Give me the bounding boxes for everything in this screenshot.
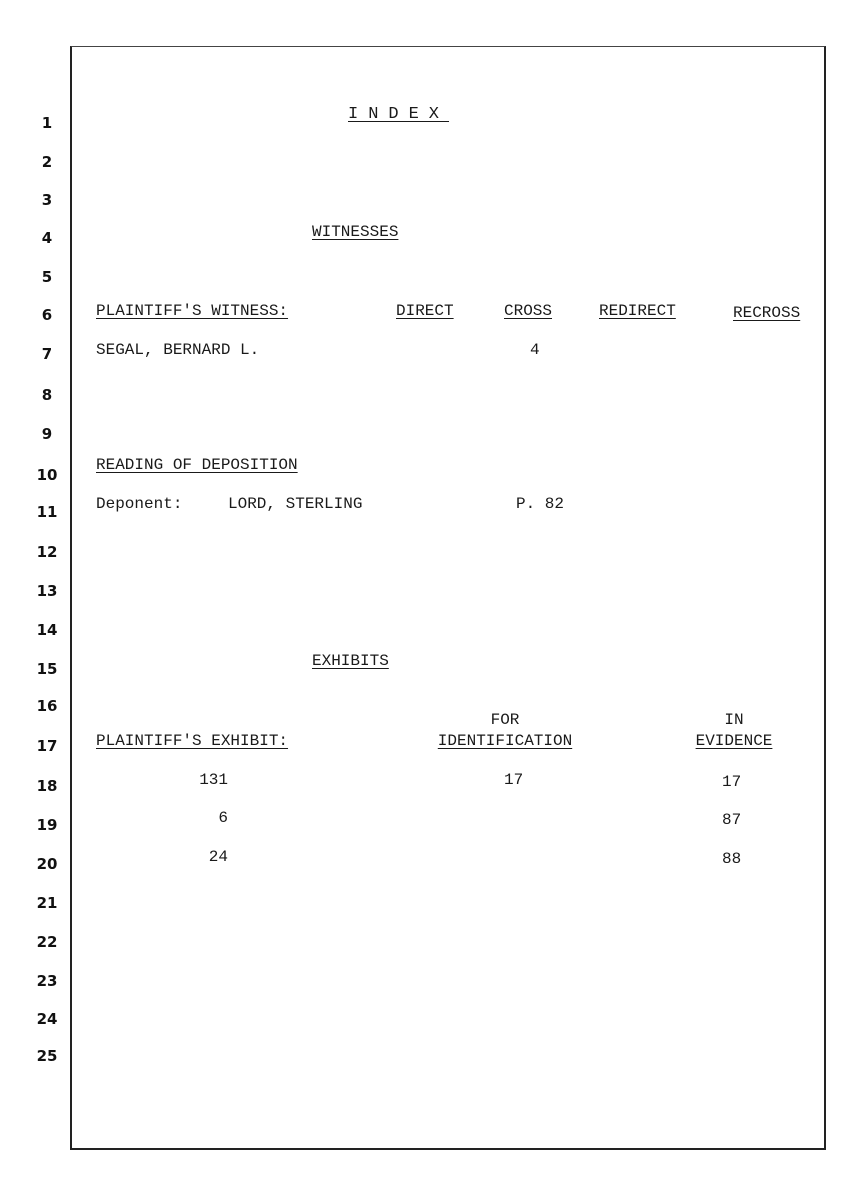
deposition-page: P. 82 [516, 495, 565, 513]
plaintiff-witness-label: PLAINTIFF'S WITNESS: [96, 302, 289, 320]
line-number: 9 [41, 425, 53, 443]
line-number: 23 [36, 972, 58, 990]
line-number: 25 [36, 1047, 58, 1065]
page-frame [70, 46, 826, 1150]
exhibit-number: 24 [208, 848, 228, 866]
col-identification-top: FOR [490, 711, 520, 729]
exhibit-evidence: 87 [722, 811, 742, 829]
line-number: 19 [36, 816, 58, 834]
line-number: 15 [36, 660, 58, 678]
line-number: 2 [41, 153, 53, 171]
line-number: 6 [41, 306, 53, 324]
line-number: 8 [41, 386, 53, 404]
line-number: 10 [36, 466, 58, 484]
line-number: 1 [41, 114, 53, 132]
exhibits-heading: EXHIBITS [312, 652, 389, 670]
col-direct: DIRECT [396, 302, 454, 320]
witness-name: SEGAL, BERNARD L. [96, 341, 260, 359]
line-number: 12 [36, 543, 58, 561]
col-cross: CROSS [504, 302, 553, 320]
page-title: INDEX [348, 105, 450, 124]
deponent-label: Deponent: [96, 495, 183, 513]
col-redirect: REDIRECT [599, 302, 676, 320]
exhibit-evidence: 88 [722, 850, 742, 868]
col-evidence-bottom: EVIDENCE [695, 732, 773, 750]
witness-cross-page: 4 [530, 341, 540, 359]
witnesses-heading: WITNESSES [312, 223, 399, 241]
plaintiff-exhibit-label: PLAINTIFF'S EXHIBIT: [96, 732, 289, 750]
exhibit-identification: 17 [504, 771, 524, 789]
col-evidence-top: IN [724, 711, 744, 729]
line-number: 11 [36, 503, 58, 521]
line-number: 18 [36, 777, 58, 795]
deponent-name: LORD, STERLING [228, 495, 363, 513]
col-identification-bottom: IDENTIFICATION [437, 732, 573, 750]
line-number: 16 [36, 697, 58, 715]
line-number: 13 [36, 582, 58, 600]
line-number: 21 [36, 894, 58, 912]
exhibit-evidence: 17 [722, 773, 742, 791]
deposition-heading: READING OF DEPOSITION [96, 456, 298, 474]
exhibit-number: 6 [218, 809, 228, 827]
line-number: 22 [36, 933, 58, 951]
line-number: 24 [36, 1010, 58, 1028]
exhibit-number: 131 [199, 771, 228, 789]
line-number: 3 [41, 191, 53, 209]
line-number: 17 [36, 737, 58, 755]
col-recross: RECROSS [733, 304, 801, 322]
line-number: 7 [41, 345, 53, 363]
line-number: 14 [36, 621, 58, 639]
line-number: 5 [41, 268, 53, 286]
line-number: 20 [36, 855, 58, 873]
line-number: 4 [41, 229, 53, 247]
